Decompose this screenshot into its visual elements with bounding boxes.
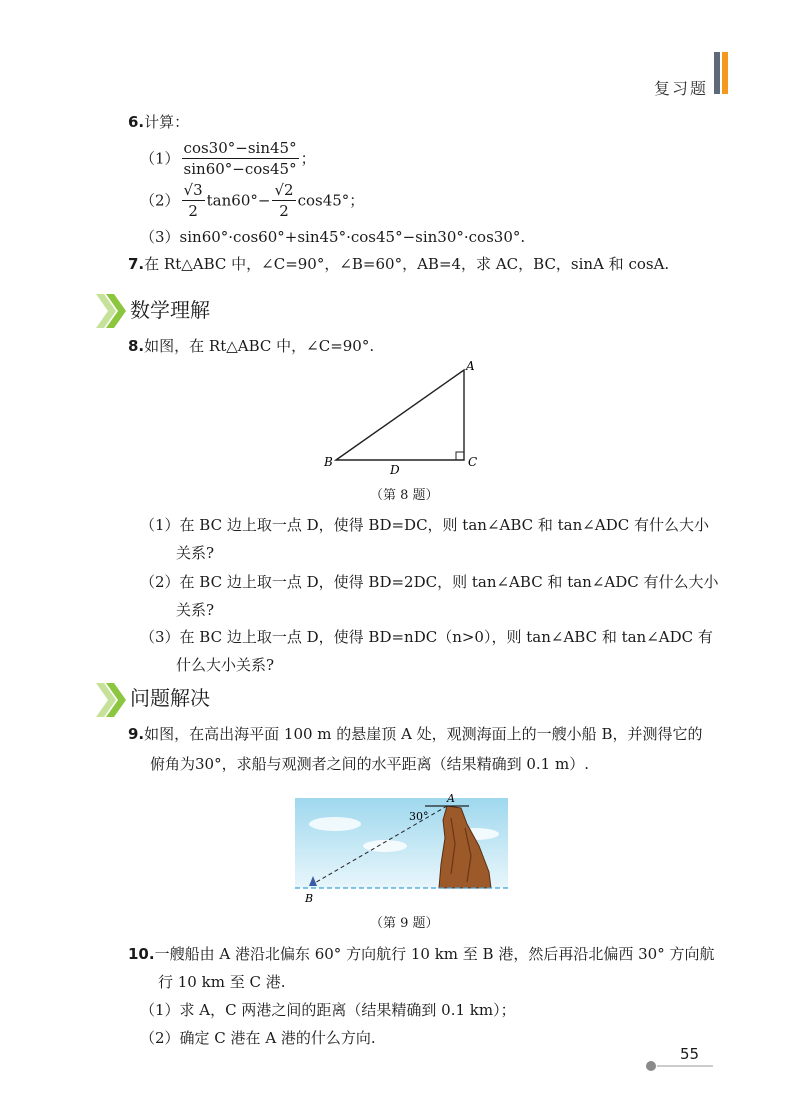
q6-part1: （1） $\frac{\cos 30^\circ-\sin 45^\circ}{\sin 60^\circ-\cos 45^\circ}$ ； (140, 139, 316, 178)
header-decoration (714, 52, 728, 94)
section-title-understanding: 数学理解 (130, 298, 210, 322)
q10-part1: （1）求 A，C 两港之间的距离（结果精确到 0.1 km）； (140, 1001, 516, 1019)
q10-line2: 行 10 km 至 C 港. (158, 973, 286, 991)
q10-line1: 10.一艘船由 A 港沿北偏东 60° 方向航行 10 km 至 B 港，然后再沿北偏西 30° 方向航 (128, 945, 715, 963)
q10-part2: （2）确定 C 港在 A 港的什么方向. (140, 1029, 376, 1047)
q6-p1-fraction: $\frac{\cos 30^\circ-\sin 45^\circ}{\sin 60^\circ-\cos 45^\circ}$ (183, 139, 297, 178)
label-b: B (324, 455, 333, 469)
q9-cliff-figure (295, 794, 510, 906)
q9-line2: 俯角为30°，求船与观测者之间的水平距离（结果精确到 0.1 m）. (150, 755, 589, 773)
page-number: 55 (680, 1045, 700, 1063)
q8-part3-cont: 什么大小关系? (176, 656, 275, 674)
q7: 7.在 Rt△ABC 中，∠C=90°，∠B=60°，AB=4，求 AC，BC，sinA 和 cosA. (128, 255, 670, 273)
q8-caption: （第 8 题） (370, 488, 439, 503)
q8-triangle-figure (320, 360, 490, 478)
chevron-icon (96, 683, 126, 717)
q9-caption: （第 9 题） (370, 916, 439, 931)
q8-part1: （1）在 BC 边上取一点 D，使得 BD=DC，则 tan∠ABC 和 tan∠ADC 有什么大小 (140, 516, 709, 534)
chevron-icon (96, 294, 126, 328)
label-angle: 30° (409, 810, 429, 823)
q9-line1: 9.如图，在高出海平面 100 m 的悬崖顶 A 处，观测海面上的一艘小船 B，并测得它的 (128, 725, 703, 743)
label-d: D (390, 463, 400, 477)
q8-part3: （3）在 BC 边上取一点 D，使得 BD=nDC（n>0），则 tan∠ABC 和 tan∠ADC 有 (140, 628, 713, 646)
q6-part2: （2） $\frac{√3}{2}$ tan60°− $\frac{√2}{2}$ cos45°； (140, 181, 365, 220)
label-b: B (305, 892, 314, 905)
label-a: A (466, 360, 475, 373)
header-title: 复习题 (653, 79, 708, 98)
q8-part2-cont: 关系? (176, 601, 215, 619)
q8-part1-cont: 关系? (176, 544, 215, 562)
q6-header: 6.计算： (128, 113, 190, 131)
q6-part3: （3）sin60°·cos60°+sin45°·cos45°−sin30°·cos30°. (140, 228, 526, 246)
label-a: A (447, 794, 455, 805)
label-c: C (468, 455, 478, 469)
section-title-problem-solving: 问题解决 (130, 686, 210, 710)
q8-header: 8.如图，在 Rt△ABC 中，∠C=90°. (128, 337, 375, 355)
q8-part2: （2）在 BC 边上取一点 D，使得 BD=2DC，则 tan∠ABC 和 tan∠ADC 有什么大小 (140, 573, 719, 591)
